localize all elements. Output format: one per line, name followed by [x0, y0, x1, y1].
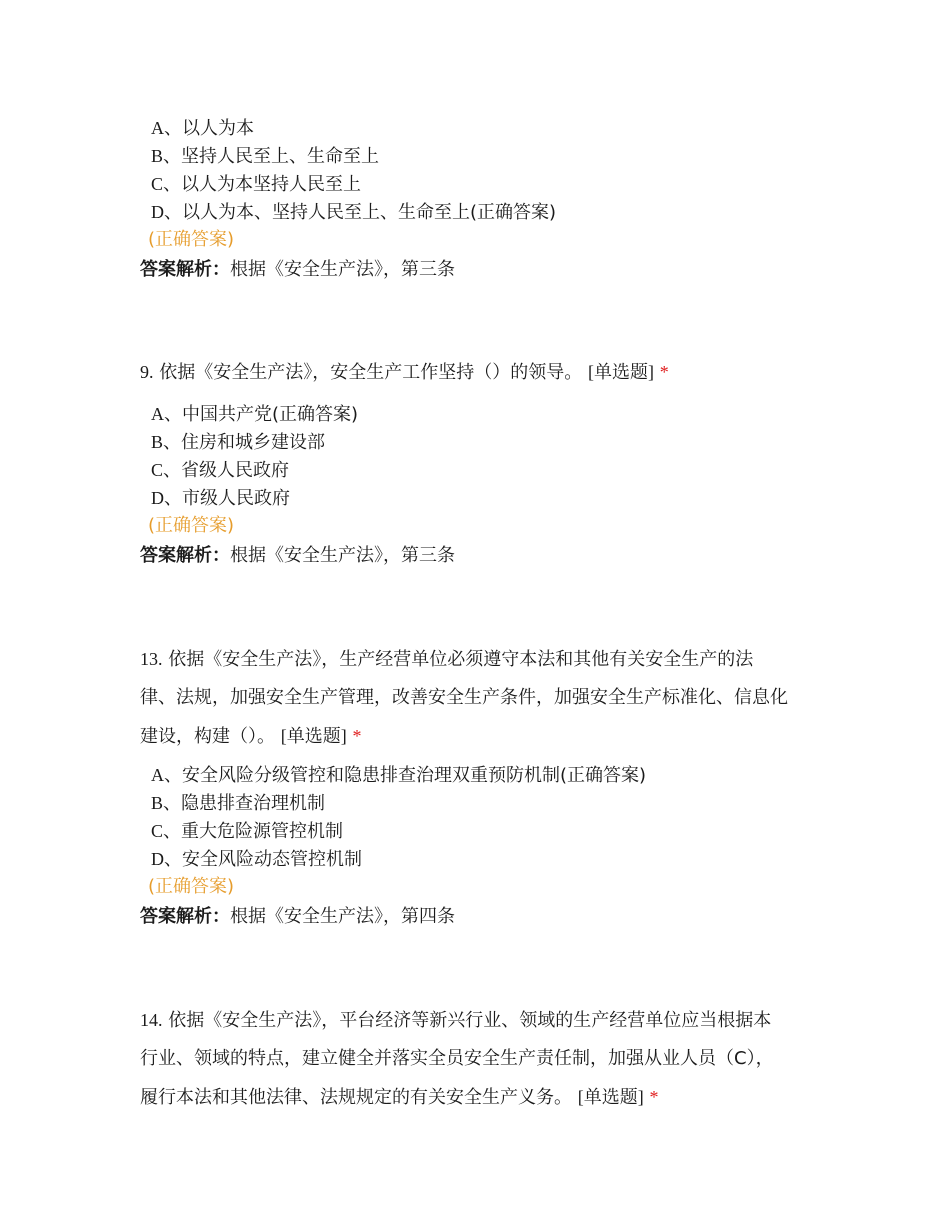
- explanation-label: 答案解析：: [140, 906, 230, 927]
- explanation-text: 根据《安全生产法》，第四条: [230, 906, 455, 927]
- question-title: 9. 依据《安全生产法》，安全生产工作坚持（）的领导。 [单选题] *: [140, 362, 669, 383]
- option-b: B、坚持人民至上、生命至上: [151, 146, 380, 167]
- option-d: D、市级人民政府: [151, 488, 290, 509]
- answer-explanation: [140, 540, 820, 572]
- answer-explanation: [140, 254, 820, 286]
- question-title: [140, 1001, 820, 1117]
- option-a: A、安全风险分级管控和隐患排查治理双重预防机制(正确答案): [151, 765, 647, 786]
- explanation-label: 答案解析：: [140, 259, 230, 280]
- question-line-1: 14. 依据《安全生产法》，平台经济等新兴行业、领域的生产经营单位应当根据本: [140, 1010, 772, 1031]
- option-d: D、以人为本、坚持人民至上、生命至上(正确答案): [151, 202, 557, 223]
- question-line-1: 13. 依据《安全生产法》，生产经营单位必须遵守本法和其他有关安全生产的法: [140, 649, 754, 670]
- question-type: [单选题]: [280, 726, 347, 746]
- correct-answer-tag: (正确答案): [148, 229, 235, 250]
- required-mark: *: [659, 362, 669, 382]
- question-13-block: [140, 640, 820, 756]
- question-line-3: 建设，构建（）。 [单选题] *: [140, 726, 362, 747]
- question-9-block: [140, 353, 820, 392]
- question-title: [140, 640, 820, 756]
- option-c: C、以人为本坚持人民至上: [151, 174, 362, 195]
- question-type: [单选题]: [587, 362, 654, 382]
- explanation-label: 答案解析：: [140, 545, 230, 566]
- option-a: A、以人为本: [151, 118, 254, 139]
- question-line-3: 履行本法和其他法律、法规规定的有关安全生产义务。 [单选题] *: [140, 1087, 659, 1108]
- option-b: B、隐患排查治理机制: [151, 793, 326, 814]
- question-type: [单选题]: [577, 1087, 644, 1107]
- explanation-text: 根据《安全生产法》，第三条: [230, 545, 455, 566]
- option-c: C、省级人民政府: [151, 460, 290, 481]
- question-9-options: [140, 400, 820, 572]
- question-8-block: [140, 114, 820, 286]
- answer-explanation: [140, 901, 820, 933]
- option-b: B、住房和城乡建设部: [151, 432, 326, 453]
- question-14-block: [140, 1001, 820, 1117]
- correct-answer-tag: (正确答案): [148, 876, 235, 897]
- question-line-2: 行业、领域的特点，建立健全并落实全员安全生产责任制，加强从业人员（C），: [140, 1048, 774, 1069]
- required-mark: *: [649, 1087, 659, 1107]
- option-a: A、中国共产党(正确答案): [151, 404, 359, 425]
- option-c: C、重大危险源管控机制: [151, 821, 344, 842]
- option-d: D、安全风险动态管控机制: [151, 849, 362, 870]
- correct-answer-tag: (正确答案): [148, 515, 235, 536]
- question-13-options: [140, 761, 820, 933]
- question-line-2: 律、法规，加强安全生产管理，改善安全生产条件，加强安全生产标准化、信息化: [140, 687, 788, 708]
- explanation-text: 根据《安全生产法》，第三条: [230, 259, 455, 280]
- required-mark: *: [352, 726, 362, 746]
